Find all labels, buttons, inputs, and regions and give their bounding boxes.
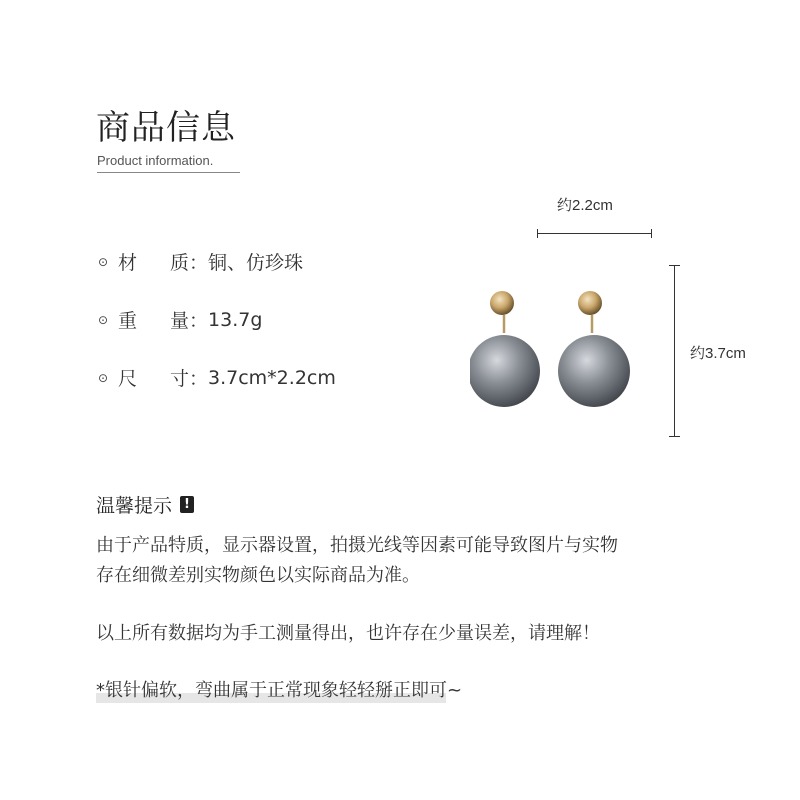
spec-value: 13.7g bbox=[208, 308, 263, 331]
spec-label-b: 质： bbox=[170, 252, 209, 274]
width-dimension-line bbox=[537, 233, 652, 234]
height-dimension-cap-top bbox=[669, 265, 680, 266]
page-subtitle: Product information. bbox=[97, 153, 214, 168]
spec-label-b: 寸： bbox=[170, 368, 209, 390]
notice-footnote: *银针偏软，弯曲属于正常现象轻轻掰正即可~ bbox=[96, 680, 463, 701]
height-dimension-cap-bottom bbox=[669, 436, 680, 437]
notice-paragraph-1-line-2: 存在细微差别实物颜色以实际商品为准。 bbox=[96, 565, 420, 586]
left-earring bbox=[470, 291, 540, 407]
spec-size bbox=[98, 364, 336, 391]
bullet-icon: ⊙ bbox=[98, 370, 109, 385]
spec-label-a: 材 bbox=[118, 252, 138, 274]
height-dimension-line bbox=[674, 265, 675, 437]
notice-paragraph-1 bbox=[96, 531, 618, 591]
width-dimension-cap-left bbox=[537, 229, 538, 238]
spec-label-a: 重 bbox=[118, 310, 138, 332]
width-dimension-label: 约2.2cm bbox=[557, 197, 613, 214]
notice-title bbox=[96, 491, 194, 518]
notice-title-text: 温馨提示 bbox=[96, 495, 173, 517]
spec-weight bbox=[98, 306, 262, 333]
notice-paragraph-1-line-1: 由于产品特质，显示器设置，拍摄光线等因素可能导致图片与实物 bbox=[96, 535, 618, 556]
subtitle-underline bbox=[97, 172, 240, 173]
page-title: 商品信息 bbox=[96, 108, 236, 148]
exclamation-icon: ! bbox=[180, 496, 194, 513]
spec-label-a: 尺 bbox=[118, 368, 138, 390]
height-dimension-label: 约3.7cm bbox=[690, 345, 746, 362]
right-earring bbox=[558, 291, 630, 407]
bullet-icon: ⊙ bbox=[98, 254, 109, 269]
spec-label-b: 量： bbox=[170, 310, 209, 332]
notice-paragraph-2: 以上所有数据均为手工测量得出，也许存在少量误差，请理解！ bbox=[96, 623, 600, 644]
width-dimension-cap-right bbox=[651, 229, 652, 238]
bullet-icon: ⊙ bbox=[98, 312, 109, 327]
pearl-earrings-image bbox=[470, 285, 630, 415]
spec-material bbox=[98, 248, 303, 275]
spec-value: 铜、仿珍珠 bbox=[208, 252, 304, 274]
spec-value: 3.7cm*2.2cm bbox=[208, 366, 336, 389]
